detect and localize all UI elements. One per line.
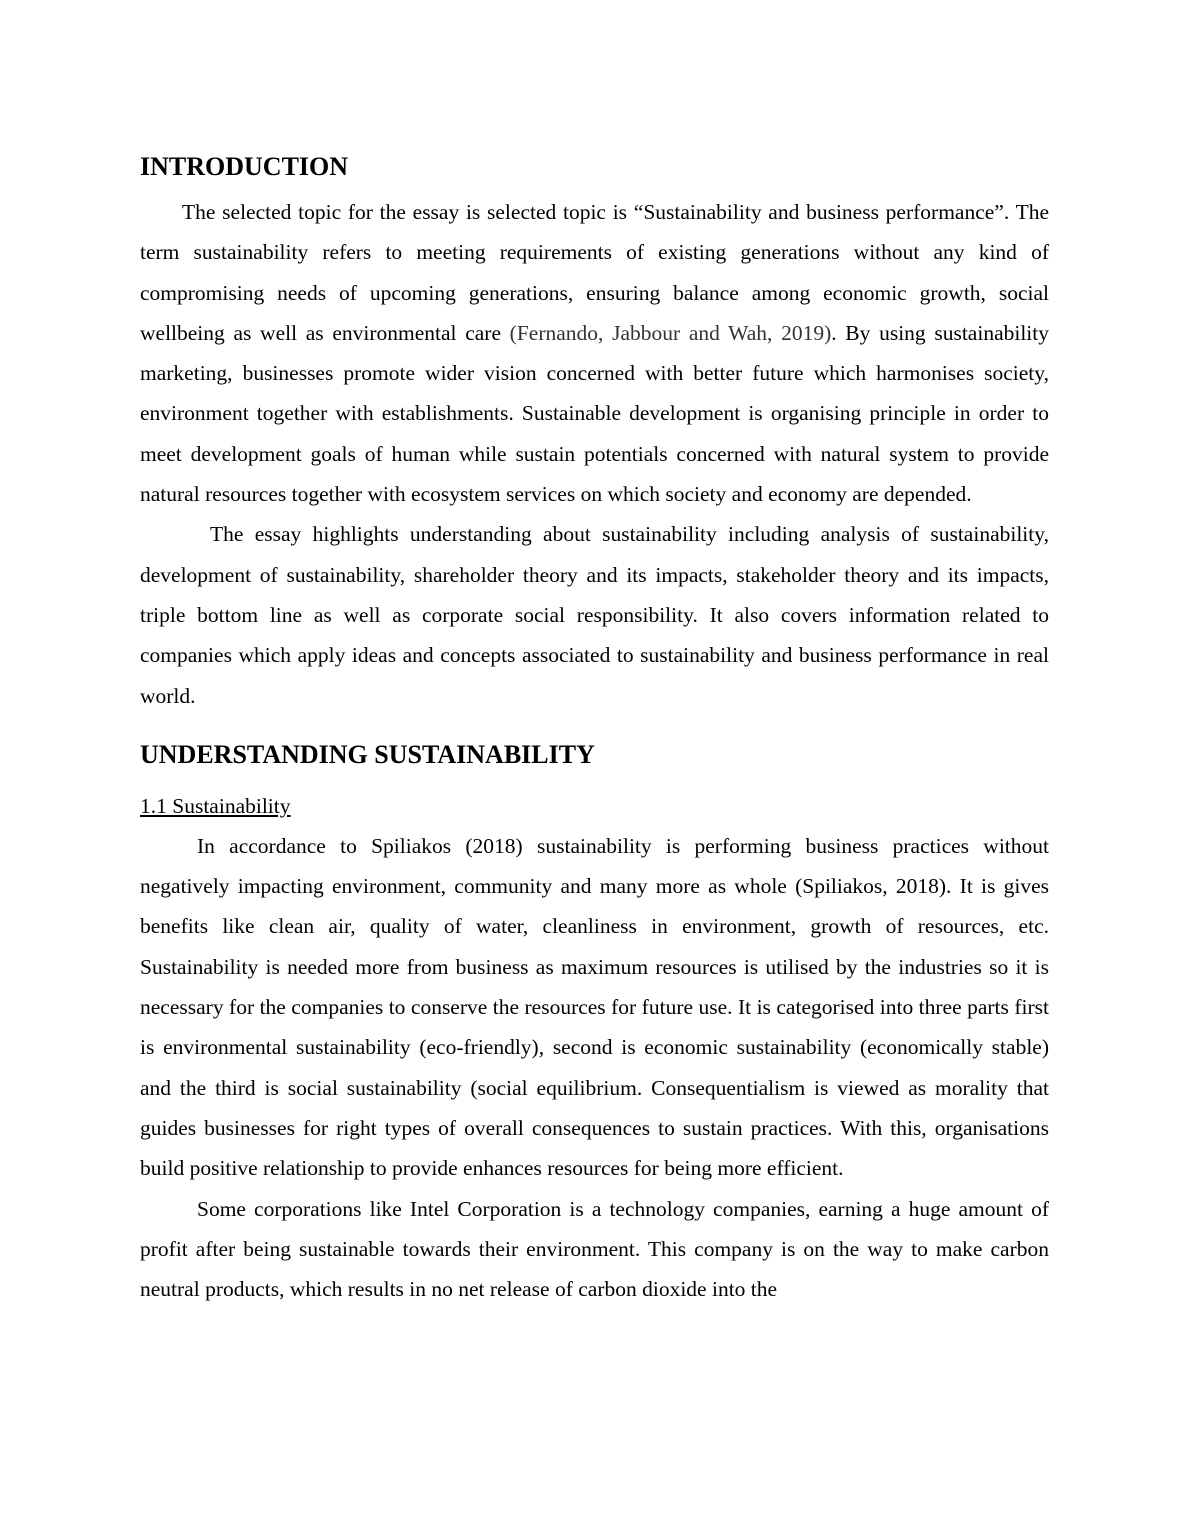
understanding-heading: UNDERSTANDING SUSTAINABILITY	[140, 739, 595, 769]
sustainability-paragraph-2: Some corporations like Intel Corporation is a technology companies, earning a huge amount of profit after being sustainable towards their environment. This company is on the way to make carbon neutral products, which results in no net release of carbon dioxide into the	[140, 1196, 1049, 1302]
sustainability-paragraph-1: In accordance to Spiliakos (2018) sustainability is performing business practices without negatively impacting environment, community and many more as whole (Spiliakos, 2018). It is gives benefits like clean air, quality of water, cleanliness in environment, growth of resources, etc. Sustainability is needed more from business as maximum resources is utilised by the industries so it is necessary for the companies to conserve the resources for future use. It is categorised into three parts first is environmental sustainability (eco-friendly), second is economic sustainability (economically stable) and the third is social sustainability (social equilibrium. Consequentialism is viewed as morality that guides businesses for right types of overall consequences to sustain practices. With this, organisations build positive relationship to provide enhances resources for being more efficient.	[140, 833, 1049, 1181]
intro-citation: (Fernando, Jabbour and Wah, 2019)	[509, 320, 832, 345]
intro-paragraph-1-text-b: . By using sustainability marketing, businesses promote wider vision concerned with better future which harmonises society, environment together with establishments. Sustainable development is organising principle in order to meet development goals of human while sustain potentials concerned with natural system to provide natural resources together with ecosystem services on which society and economy are depended.	[140, 320, 1050, 507]
intro-paragraph-1	[140, 192, 1049, 514]
intro-paragraph-1-text-a: The selected topic for the essay is selected topic is “Sustainability and business performance”. The term sustainability refers to meeting requirements of existing generations without any kind of compromising needs of upcoming generations, ensuring balance among economic growth, social wellbeing as well as environmental care	[140, 200, 1049, 345]
document-page	[140, 150, 1049, 1309]
intro-paragraph-2: The essay highlights understanding about sustainability including analysis of sustainability, development of sustainability, shareholder theory and its impacts, stakeholder theory and its impacts, triple bottom line as well as corporate social responsibility. It also covers information related to companies which apply ideas and concepts associated to sustainability and business performance in real world.	[140, 522, 1049, 708]
intro-heading: INTRODUCTION	[140, 152, 349, 181]
sub-heading-sustainability: 1.1 Sustainability	[140, 793, 291, 818]
